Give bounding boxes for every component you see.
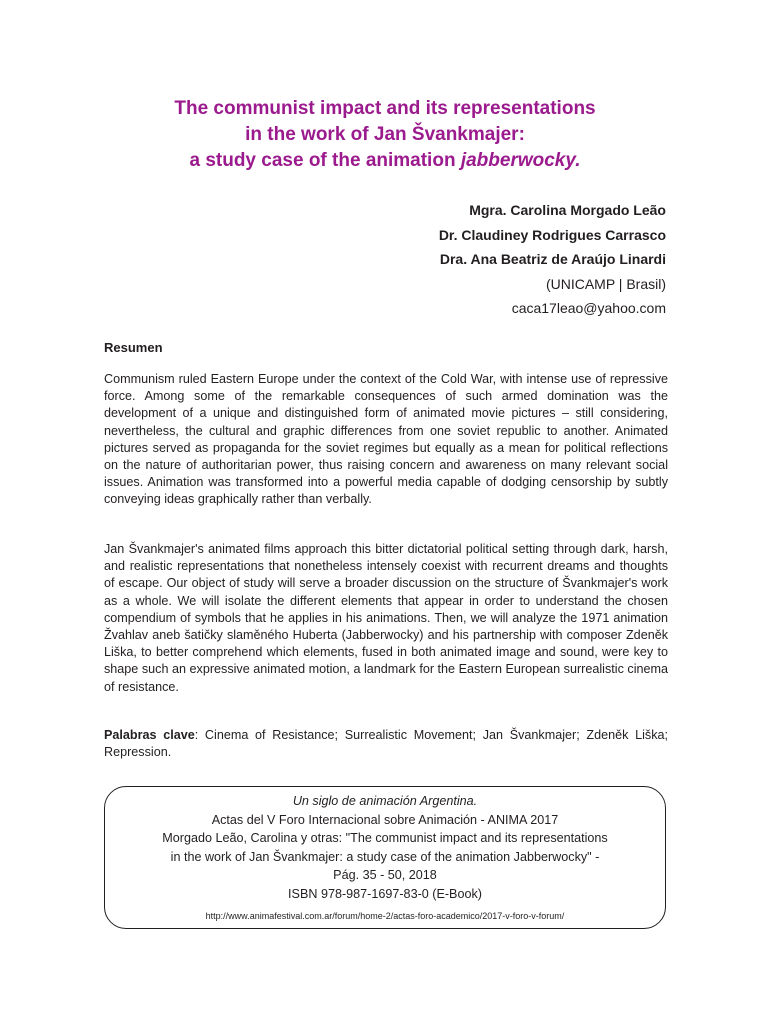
affiliation: (UNICAMP | Brasil) [545, 275, 666, 292]
paper-title [80, 96, 690, 174]
author-3: Dra. Ana Beatriz de Araújo Linardi [439, 251, 666, 267]
abstract-heading: Resumen [104, 340, 163, 355]
keywords-label: Palabras clave [104, 728, 195, 742]
citation-url[interactable]: http://www.animafestival.com.ar/forum/home-2/actas-foro-academico/2017-v-foro-v-forum/ [205, 911, 565, 921]
title-line-1: The communist impact and its representations [174, 98, 596, 119]
citation-box [104, 786, 666, 929]
citation-book-title: Un siglo de animación Argentina. [292, 794, 478, 808]
citation-proceedings: Actas del V Foro Internacional sobre Animación - ANIMA 2017 [211, 812, 559, 827]
citation-reference-1: Morgado Leão, Carolina y otras: "The communist impact and its representations [162, 831, 608, 845]
citation-reference-2: in the work of Jan Švankmajer: a study case of the animation Jabberwocky" - [170, 849, 600, 864]
title-line-3-text: a study case of the animation [189, 150, 461, 171]
title-line-2: in the work of Jan Švankmajer: [245, 124, 525, 145]
author-2: Dr. Claudiney Rodrigues Carrasco [438, 226, 666, 243]
title-line-3 [80, 148, 690, 174]
author-1: Mgra. Carolina Morgado Leão [469, 202, 666, 218]
citation-pages: Pág. 35 - 50, 2018 [333, 868, 437, 882]
abstract-paragraph-1: Communism ruled Eastern Europe under the context of the Cold War, with intense use of repressive force. Among some of the remarkable consequences of such armed domination was the development of a unique and distinguished form of animated movie pictures – still considering, nevertheless, the cultural and graphic differences from one soviet republic to another. Animated pictures served as propaganda for the soviet regimes but equally as a mean for political reflections on the nature of authoritarian power, thus raising concern and awareness on many relevant social issues. Animation was transformed into a powerful media capable of dodging censorship by subtly conveying ideas graphically rather than verbally. [104, 372, 668, 507]
abstract-paragraph-2: Jan Švankmajer's animated films approach this bitter dictatorial political setting through dark, harsh, and realistic representations that nonetheless intensely coexist with recurrent dreams and thoughts of escape. Our object of study will serve a broader discussion on the structure of Švankmajer's work as a whole. We will isolate the different elements that appear in order to understand the chosen compendium of symbols that he applies in his animations. Then, we will analyze the 1971 animation Žvahlav aneb šatičky slaměného Huberta (Jabberwocky) and his partnership with composer Zdeněk Liška, to better comprehend which elements, fused in both animated image and sound, were key to shape such an expressive animated motion, a landmark for the Eastern European surrealistic cinema of resistance. [104, 542, 668, 694]
citation-isbn: ISBN 978-987-1697-83-0 (E-Book) [288, 886, 482, 901]
title-italic-word: jabberwocky. [460, 150, 581, 171]
keywords-list: : Cinema of Resistance; Surrealistic Movement; Jan Švankmajer; Zdeněk Liška; Repression. [104, 728, 668, 760]
keywords [104, 727, 668, 761]
author-email: caca17leao@yahoo.com [511, 300, 666, 316]
author-block [439, 198, 666, 321]
